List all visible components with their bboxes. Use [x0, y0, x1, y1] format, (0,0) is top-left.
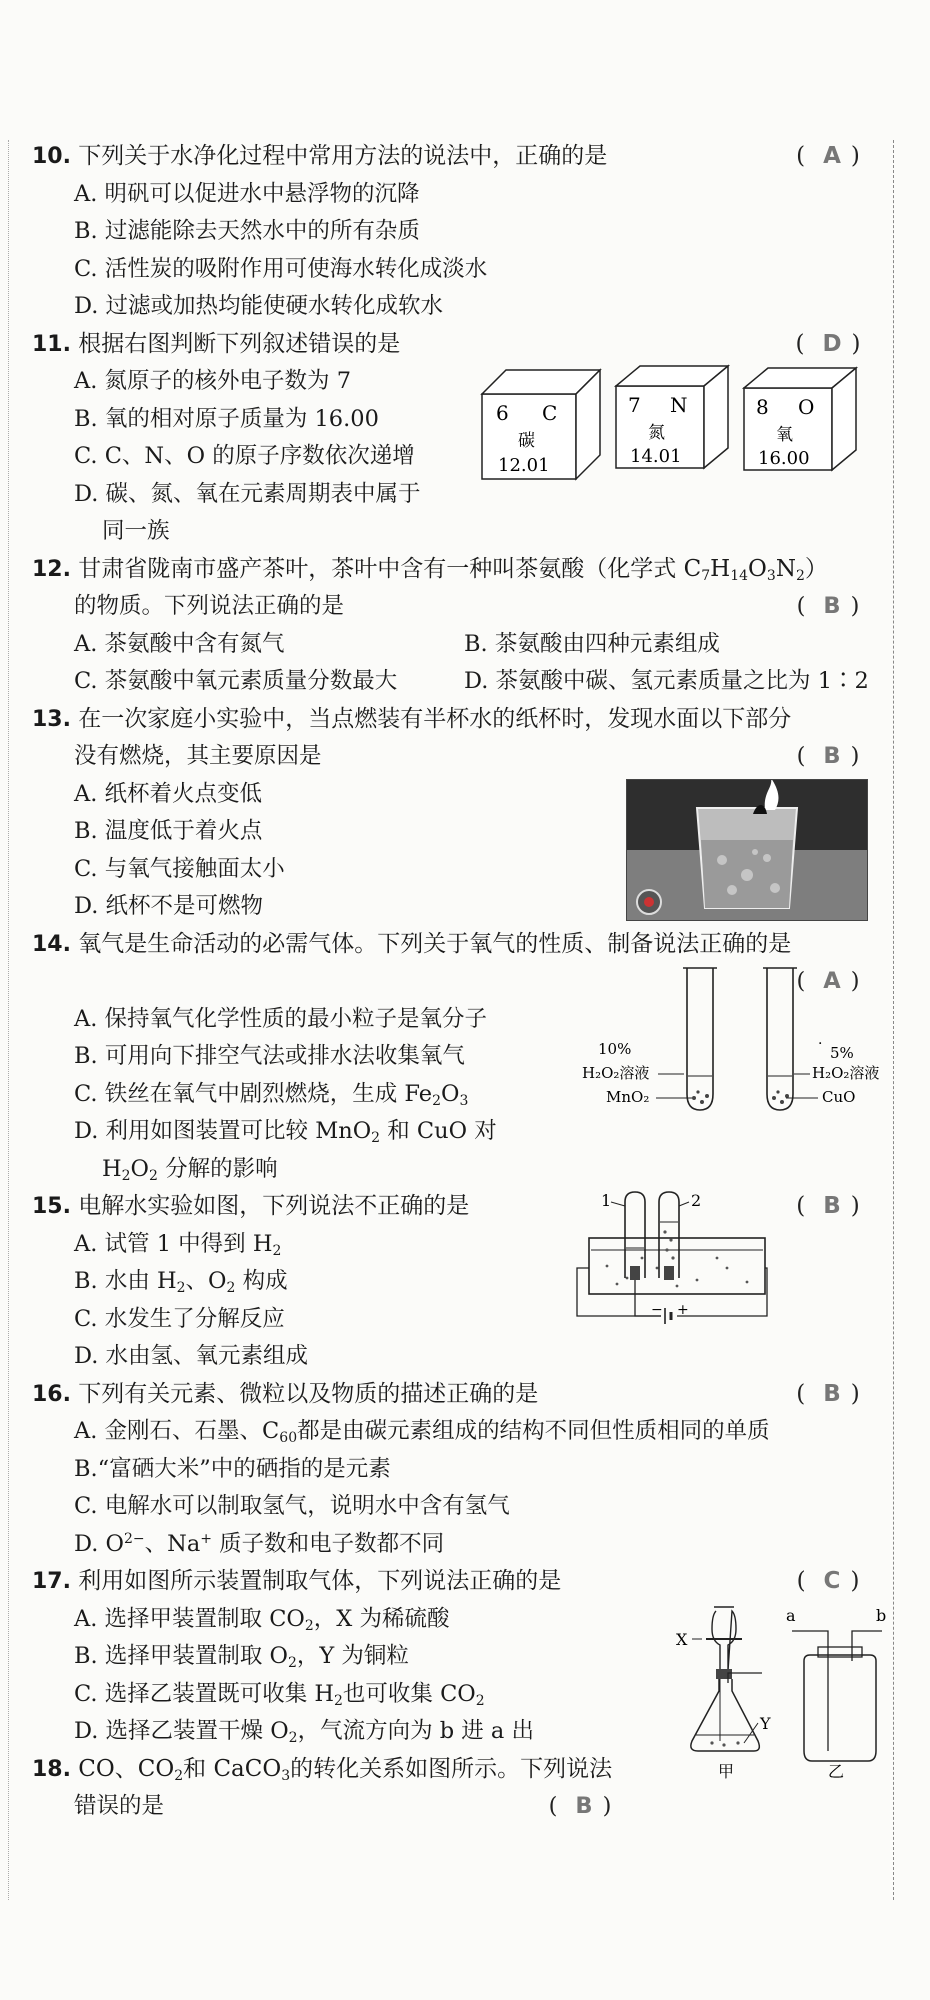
- atomic-mass: 14.01: [630, 445, 682, 467]
- option-d-continued: $H_2O_2$ 分解的影响: [102, 1155, 278, 1184]
- option-c: C. 选择乙装置既可收集 $H_2$也可收集 $CO_2$: [74, 1680, 485, 1709]
- answer-value: A: [823, 143, 841, 169]
- atomic-number: 8: [756, 394, 769, 419]
- option-d: D. 茶氨酸中碳、氢元素质量之比为 1∶2: [464, 668, 869, 694]
- test-tube-comparison-figure: [572, 966, 892, 1116]
- tube-1-label: 1: [601, 1191, 612, 1210]
- answer-value: C: [823, 1568, 841, 1594]
- question-number: 16.: [32, 1381, 71, 1407]
- question-stem-continued: 错误的是: [74, 1793, 165, 1819]
- question-stem: 甘肃省陇南市盛产茶叶，茶叶中含有一种叫茶氨酸（化学式 $C_7H_{14}O_3N_2$）: [78, 555, 828, 584]
- paper-cup-photo: [626, 779, 868, 921]
- option-b: B. 水由 $H_2$、$O_2$ 构成: [74, 1268, 288, 1296]
- label-y: Y: [760, 1714, 771, 1733]
- option-c: C. 铁丝在氧气中剧烈燃烧，生成 $Fe_2O_3$: [74, 1080, 469, 1109]
- atomic-mass: 12.01: [498, 454, 550, 476]
- atomic-number: 6: [496, 400, 509, 425]
- option-c: C. 与氧气接触面太小: [74, 855, 285, 882]
- option-d-continued: 同一族: [102, 518, 170, 544]
- question-stem: 在一次家庭小实验中，当点燃装有半杯水的纸杯时，发现水面以下部分: [78, 705, 792, 732]
- option-a: A. 明矾可以促进水中悬浮物的沉降: [74, 180, 420, 207]
- positive-terminal: +: [677, 1302, 689, 1318]
- right-catalyst-label: CuO: [822, 1087, 856, 1106]
- svg-text:·: ·: [818, 1035, 823, 1052]
- question-stem-continued: 的物质。下列说法正确的是: [74, 593, 345, 619]
- question-18: [32, 1751, 882, 1826]
- question-stem: 下列关于水净化过程中常用方法的说法中，正确的是: [78, 143, 608, 169]
- answer-bracket: ( B ): [796, 593, 868, 619]
- question-number: 18.: [32, 1756, 71, 1782]
- answer-value: B: [823, 1380, 841, 1407]
- question-number: 14.: [32, 931, 71, 957]
- option-a: A. 选择甲装置制取 $CO_2$，X 为稀硫酸: [74, 1605, 450, 1634]
- tube-2: [659, 1192, 679, 1280]
- left-test-tube: [683, 968, 717, 1110]
- label-b: b: [876, 1606, 887, 1625]
- option-b: B. 可用向下排空气法或排水法收集氧气: [74, 1043, 465, 1069]
- left-concentration-label: 10%: [598, 1039, 632, 1058]
- option-a: A. 氮原子的核外电子数为 7: [74, 368, 352, 394]
- element-name: 氧: [776, 424, 793, 445]
- option-d: D. 纸杯不是可燃物: [74, 893, 264, 919]
- question-stem: 电解水实验如图，下列说法不正确的是: [78, 1193, 470, 1219]
- answer-value: D: [822, 330, 842, 357]
- option-b: B. 茶氨酸由四种元素组成: [464, 630, 720, 657]
- question-page: [32, 138, 887, 1826]
- label-x: X: [676, 1630, 688, 1649]
- question-number: 15.: [32, 1194, 71, 1219]
- answer-value: B: [575, 1793, 593, 1819]
- question-number: 10.: [32, 144, 71, 169]
- question-11: [32, 326, 882, 551]
- answer-value: B: [823, 1193, 841, 1219]
- element-card-carbon: [482, 370, 600, 479]
- atomic-mass: 16.00: [758, 447, 810, 469]
- answer-bracket: ( B ): [796, 743, 868, 769]
- answer-bracket: ( B ): [796, 1193, 868, 1219]
- atomic-number: 7: [628, 392, 641, 417]
- question-number: 13.: [32, 706, 71, 732]
- option-d: D. 选择乙装置干燥 $O_2$，气流方向为 b 进 a 出: [74, 1718, 534, 1746]
- left-solution-label: H₂O₂溶液: [582, 1063, 650, 1082]
- option-a: A. 保持氧气化学性质的最小粒子是氧分子: [74, 1005, 488, 1032]
- option-b: B. 过滤能除去天然水中的所有杂质: [74, 218, 420, 244]
- label-yi: 乙: [828, 1762, 845, 1781]
- answer-bracket: ( A ): [796, 968, 868, 994]
- question-stem: 下列有关元素、微粒以及物质的描述正确的是: [78, 1380, 539, 1407]
- answer-bracket: ( A ): [796, 143, 868, 169]
- question-stem: 利用如图所示装置制取气体，下列说法正确的是: [78, 1568, 562, 1594]
- left-margin-rule: [8, 140, 9, 1900]
- option-c: C. C、N、O 的原子序数依次递增: [74, 443, 415, 469]
- right-solution-label: H₂O₂溶液: [812, 1063, 880, 1082]
- option-d: D. 水由氢、氧元素组成: [74, 1343, 309, 1369]
- answer-bracket: ( C ): [796, 1568, 868, 1594]
- left-catalyst-label: MnO₂: [606, 1087, 650, 1106]
- question-number: 11.: [32, 331, 71, 357]
- question-12: [32, 551, 882, 701]
- right-concentration-label: 5%: [830, 1043, 854, 1062]
- question-13: [32, 701, 882, 926]
- option-c: C. 水发生了分解反应: [74, 1305, 285, 1332]
- answer-bracket: ( D ): [795, 330, 869, 357]
- option-b: B. 选择甲装置制取 $O_2$，Y 为铜粒: [74, 1643, 409, 1671]
- option-a: A. 试管 1 中得到 $H_2$: [74, 1230, 282, 1259]
- electrolysis-apparatus-figure: [567, 1188, 787, 1338]
- question-stem: 氧气是生命活动的必需气体。下列关于氧气的性质、制备说法正确的是: [78, 930, 792, 957]
- question-number: 12.: [32, 556, 71, 582]
- option-c: C. 电解水可以制取氢气，说明水中含有氢气: [74, 1493, 510, 1519]
- answer-value: B: [823, 593, 841, 619]
- option-d: D. 碳、氮、氧在元素周期表中属于: [74, 480, 421, 507]
- element-name: 碳: [518, 430, 535, 451]
- answer-bracket: ( B ): [548, 1793, 620, 1819]
- option-d: D. $O^{2-}$、Na+ 质子数和电子数都不同: [74, 1530, 445, 1557]
- option-b: B. 氧的相对原子质量为 16.00: [74, 405, 379, 432]
- answer-bracket: ( B ): [796, 1380, 868, 1407]
- answer-value: B: [823, 743, 841, 769]
- question-15: [32, 1188, 882, 1376]
- question-stem: CO、$CO_2$和 CaCO$_3$的转化关系如图所示。下列说法: [78, 1755, 613, 1784]
- question-10: [32, 138, 882, 326]
- element-card-nitrogen: [616, 366, 728, 468]
- right-test-tube: [763, 968, 797, 1110]
- label-jia: 甲: [718, 1762, 735, 1781]
- question-stem: 根据右图判断下列叙述错误的是: [78, 330, 401, 357]
- tube-2-label: 2: [691, 1191, 702, 1210]
- option-a: A. 纸杯着火点变低: [74, 780, 263, 807]
- question-14: [32, 926, 882, 1189]
- option-d: D. 过滤或加热均能使硬水转化成软水: [74, 293, 444, 319]
- question-number: 17.: [32, 1569, 71, 1594]
- answer-value: A: [823, 968, 841, 994]
- element-symbol: O: [798, 394, 815, 419]
- option-d: D. 利用如图装置可比较 MnO$_2$ 和 CuO 对: [74, 1118, 497, 1146]
- element-symbol: C: [542, 400, 558, 425]
- element-symbol: N: [670, 392, 688, 417]
- tube-1: [625, 1192, 645, 1280]
- option-c: C. 活性炭的吸附作用可使海水转化成淡水: [74, 255, 488, 282]
- option-a: A. 茶氨酸中含有氮气: [74, 630, 285, 657]
- option-c: C. 茶氨酸中氧元素质量分数最大: [74, 668, 398, 694]
- negative-terminal: −: [651, 1302, 663, 1318]
- question-16: [32, 1376, 882, 1564]
- element-card-oxygen: [744, 368, 856, 470]
- question-stem-continued: 没有燃烧，其主要原因是: [74, 743, 322, 769]
- option-a: A. 金刚石、石墨、$C_{60}$都是由碳元素组成的结构不同但性质相同的单质: [74, 1418, 770, 1446]
- element-name: 氮: [648, 422, 665, 443]
- option-b: B. 温度低于着火点: [74, 818, 263, 844]
- label-a: a: [786, 1606, 796, 1625]
- element-cards-figure: [480, 364, 900, 484]
- option-b: B.“富硒大米”中的硒指的是元素: [74, 1455, 391, 1482]
